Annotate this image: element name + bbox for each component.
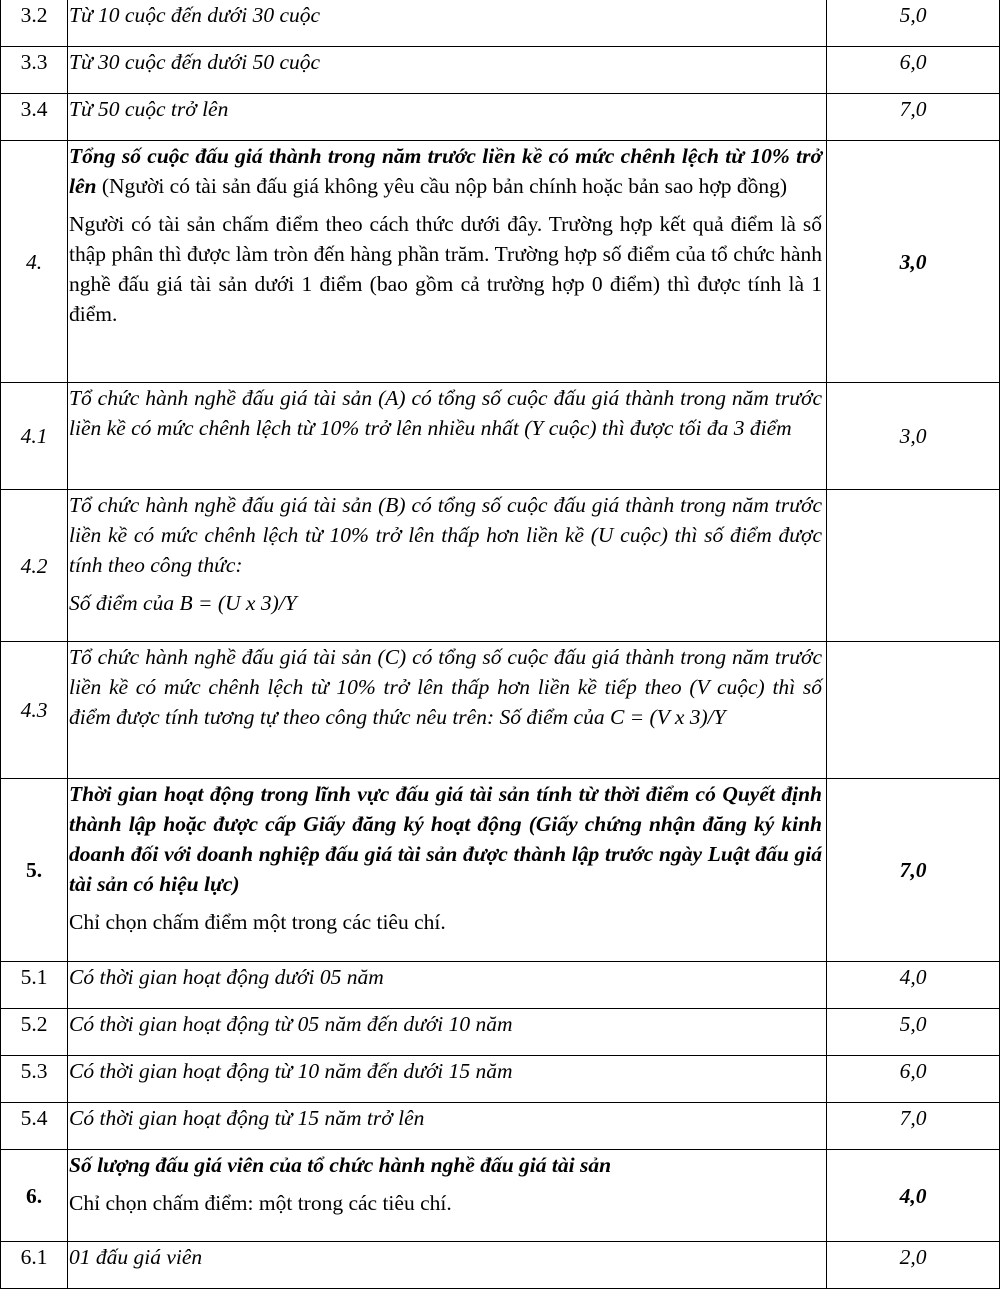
section-instruction: Chỉ chọn chấm điểm một trong các tiêu chí. bbox=[69, 910, 446, 934]
criterion-text: Có thời gian hoạt động từ 05 năm đến dưới 10 năm bbox=[68, 1009, 827, 1056]
criterion-text: Tổ chức hành nghề đấu giá tài sản (C) có tổng số cuộc đấu giá thành trong năm trước liền kề có mức chênh lệch từ 10% trở lên thấp hơn liền kề tiếp theo (V cuộc) thì số điểm được tính tương tự theo công thức nêu trên: Số điểm của C = (V x 3)/Y bbox=[68, 642, 827, 779]
table-row bbox=[1, 1103, 1000, 1150]
score-cell: 7,0 bbox=[827, 94, 1000, 141]
table-row bbox=[1, 642, 1000, 779]
row-number: 4. bbox=[1, 141, 68, 383]
score-cell: 5,0 bbox=[827, 0, 1000, 47]
table-row bbox=[1, 962, 1000, 1009]
score-cell: 7,0 bbox=[827, 1103, 1000, 1150]
table-row-section bbox=[1, 141, 1000, 383]
criterion-text: Có thời gian hoạt động từ 10 năm đến dưới 15 năm bbox=[68, 1056, 827, 1103]
criterion-text: Từ 10 cuộc đến dưới 30 cuộc bbox=[68, 0, 827, 47]
table-row bbox=[1, 490, 1000, 642]
score-cell: 4,0 bbox=[827, 1150, 1000, 1242]
criterion-text: Từ 50 cuộc trở lên bbox=[68, 94, 827, 141]
score-cell: 7,0 bbox=[827, 779, 1000, 962]
criterion-text: Có thời gian hoạt động dưới 05 năm bbox=[68, 962, 827, 1009]
row-number: 3.3 bbox=[1, 47, 68, 94]
row-number: 5.3 bbox=[1, 1056, 68, 1103]
criterion-cell bbox=[68, 779, 827, 962]
table-row bbox=[1, 383, 1000, 490]
row-number: 3.4 bbox=[1, 94, 68, 141]
row-number: 5.1 bbox=[1, 962, 68, 1009]
table-row bbox=[1, 0, 1000, 47]
criterion-cell bbox=[68, 490, 827, 642]
criterion-text: Có thời gian hoạt động từ 15 năm trở lên bbox=[68, 1103, 827, 1150]
table-row bbox=[1, 47, 1000, 94]
section-instruction: Chỉ chọn chấm điểm: một trong các tiêu chí. bbox=[69, 1191, 452, 1215]
row-number: 4.2 bbox=[1, 490, 68, 642]
score-cell: 3,0 bbox=[827, 383, 1000, 490]
score-cell: 4,0 bbox=[827, 962, 1000, 1009]
score-cell: 6,0 bbox=[827, 1056, 1000, 1103]
row-number: 5.4 bbox=[1, 1103, 68, 1150]
criterion-text: Từ 30 cuộc đến dưới 50 cuộc bbox=[68, 47, 827, 94]
score-cell: 2,0 bbox=[827, 1242, 1000, 1289]
criterion-cell bbox=[68, 141, 827, 383]
row-number: 5.2 bbox=[1, 1009, 68, 1056]
criterion-text: 01 đấu giá viên bbox=[68, 1242, 827, 1289]
table-row bbox=[1, 1242, 1000, 1289]
row-number: 6. bbox=[1, 1150, 68, 1242]
table-row bbox=[1, 1056, 1000, 1103]
formula-text: Số điểm của B = (U x 3)/Y bbox=[69, 591, 297, 615]
criterion-text: Tổ chức hành nghề đấu giá tài sản (B) có tổng số cuộc đấu giá thành trong năm trước liền kề có mức chênh lệch từ 10% trở lên thấp hơn liền kề (U cuộc) thì số điểm được tính theo công thức: bbox=[69, 493, 822, 577]
score-cell: 6,0 bbox=[827, 47, 1000, 94]
criterion-cell bbox=[68, 1150, 827, 1242]
row-number: 3.2 bbox=[1, 0, 68, 47]
section-title: Tổng số cuộc đấu giá thành trong năm trước liền kề có mức chênh lệch từ 10% trở lên bbox=[69, 144, 822, 198]
table-row-section bbox=[1, 1150, 1000, 1242]
section-instruction: Người có tài sản chấm điểm theo cách thức dưới đây. Trường hợp kết quả điểm là số thập phân thì được làm tròn đến hàng phần trăm. Trường hợp số điểm của tổ chức hành nghề đấu giá tài sản dưới 1 điểm (bao gồm cả trường hợp 0 điểm) thì được tính là 1 điểm. bbox=[69, 212, 822, 326]
score-cell bbox=[827, 490, 1000, 642]
score-cell bbox=[827, 642, 1000, 779]
criterion-text: Tổ chức hành nghề đấu giá tài sản (A) có tổng số cuộc đấu giá thành trong năm trước liền kề có mức chênh lệch từ 10% trở lên nhiều nhất (Y cuộc) thì được tối đa 3 điểm bbox=[68, 383, 827, 490]
table-row-section bbox=[1, 779, 1000, 962]
section-title: Thời gian hoạt động trong lĩnh vực đấu giá tài sản tính từ thời điểm có Quyết định thành lập hoặc được cấp Giấy đăng ký hoạt động (Giấy chứng nhận đăng ký kinh doanh đối với doanh nghiệp đấu giá tài sản được thành lập trước ngày Luật đấu giá tài sản có hiệu lực) bbox=[69, 782, 822, 896]
row-number: 6.1 bbox=[1, 1242, 68, 1289]
table-row bbox=[1, 1009, 1000, 1056]
row-number: 4.1 bbox=[1, 383, 68, 490]
row-number: 5. bbox=[1, 779, 68, 962]
table-row bbox=[1, 94, 1000, 141]
row-number: 4.3 bbox=[1, 642, 68, 779]
section-title-note: (Người có tài sản đấu giá không yêu cầu nộp bản chính hoặc bản sao hợp đồng) bbox=[96, 174, 788, 198]
score-cell: 5,0 bbox=[827, 1009, 1000, 1056]
score-cell: 3,0 bbox=[827, 141, 1000, 383]
section-title: Số lượng đấu giá viên của tổ chức hành nghề đấu giá tài sản bbox=[69, 1153, 612, 1177]
